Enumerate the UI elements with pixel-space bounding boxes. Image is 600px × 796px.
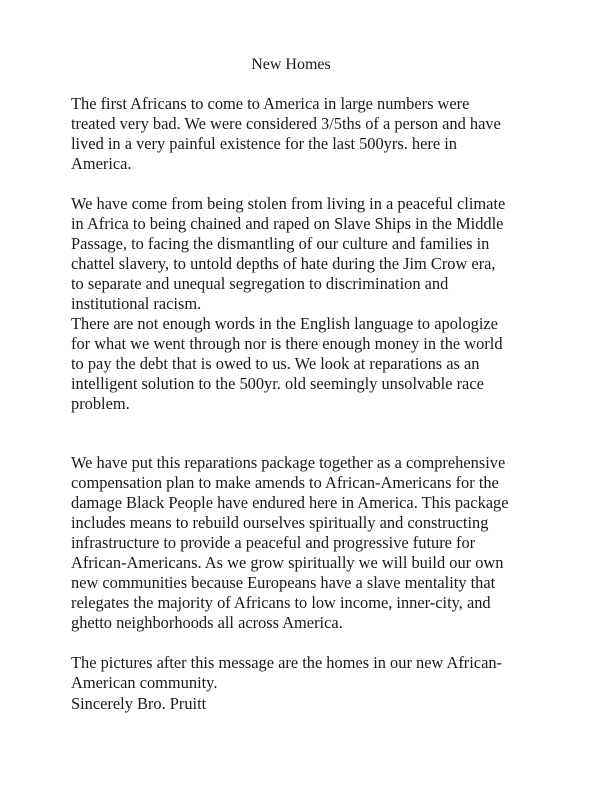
paragraph-history: The first Africans to come to America in large numbers were treated very bad. We were considered 3/5ths of a person and have lived in a very painful existence for the last 500yrs. here in America. [71, 94, 501, 173]
signature: Sincerely Bro. Pruitt [71, 694, 207, 713]
paragraph-oppression: We have come from being stolen from living in a peaceful climate in Africa to being chained and raped on Slave Ships in the Middle Passage, to facing the dismantling of our culture and families in chattel slavery, to untold depths of hate during the Jim Crow era, to separate and unequal segregation to discrimination and institutional racism. [71, 194, 506, 313]
paragraph-reparations: There are not enough words in the English language to apologize for what we went through nor is there enough money in the world to pay the debt that is owed to us. We look at reparations as an intelligent solution to the 500yr. old seemingly unsolvable race problem. [71, 314, 503, 413]
paragraph-pictures: The pictures after this message are the homes in our new African- American community. [71, 653, 503, 692]
document-title: New Homes [251, 56, 331, 73]
paragraph-package: We have put this reparations package together as a comprehensive compensation plan to make amends to African-Americans for the damage Black People have endured here in America. This package includes means to rebuild ourselves spiritually and constructing infrastructure to provide a peaceful and progressive future for African-Americans. As we grow spiritually we will build our own new communities because Europeans have a slave mentality that relegates the majority of Africans to low income, inner-city, and ghetto neighborhoods all across America. [71, 453, 509, 632]
